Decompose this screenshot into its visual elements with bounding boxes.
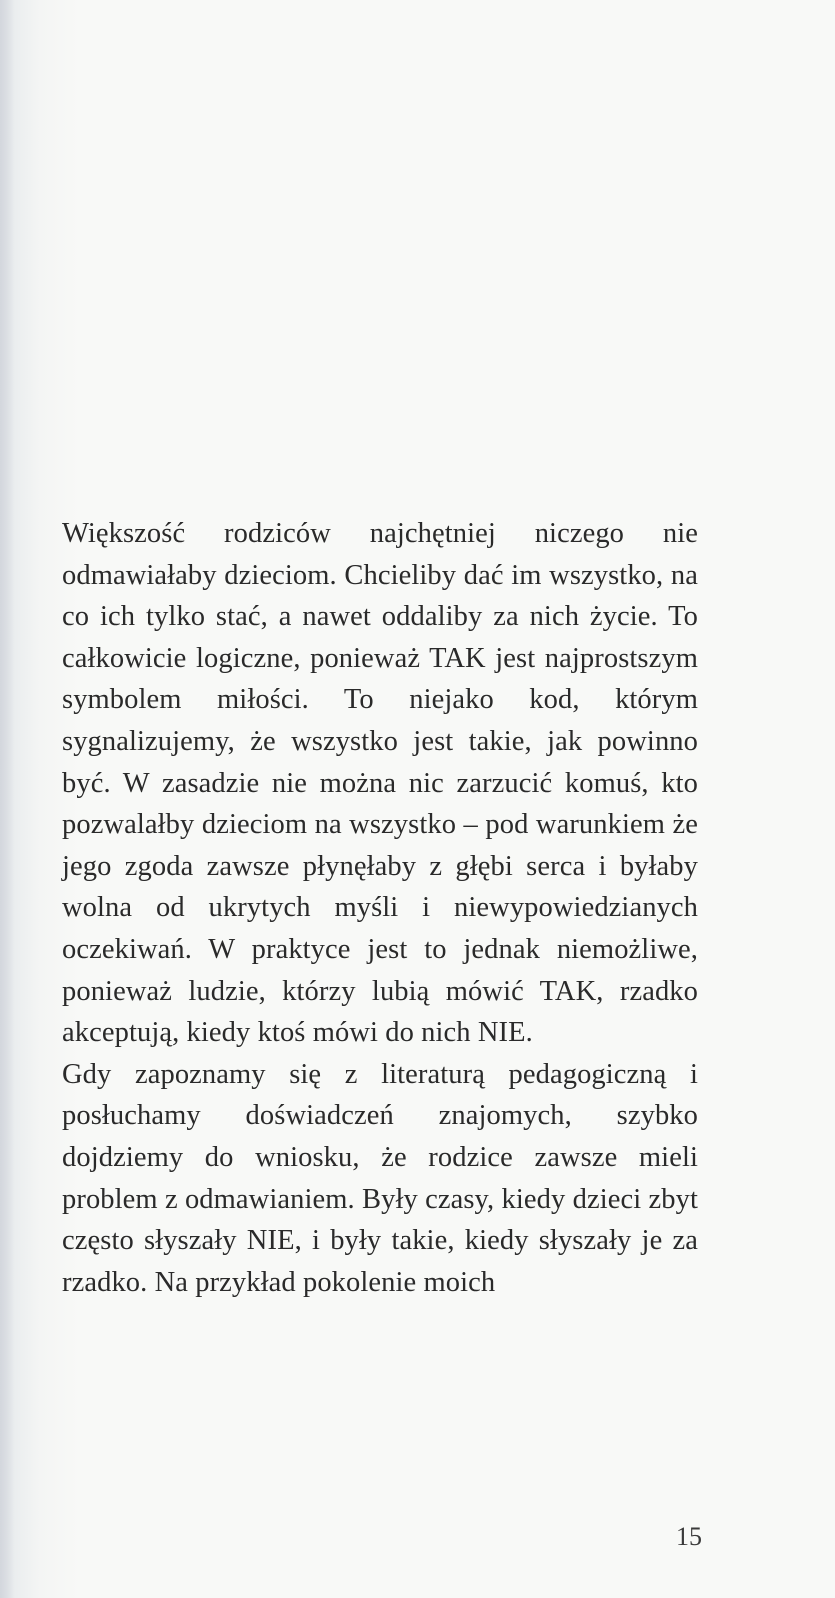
paragraph-1: Większość rodziców najchętniej niczego nie odmawiałaby dzieciom. Chcieliby dać im wszystko, na co ich tylko stać, a nawet oddaliby za nich życie. To całkowicie logiczne, ponieważ TAK jest najprostszym symbolem miłości. To niejako kod, którym sygnalizujemy, że wszystko jest takie, jak powinno być. W zasadzie nie można nic zarzucić komuś, kto pozwalałby dzieciom na wszystko – pod warunkiem że jego zgoda zawsze płynęłaby z głębi serca i byłaby wolna od ukrytych myśli i niewypowiedzianych oczekiwań. W praktyce jest to jednak niemożliwe, ponieważ ludzie, którzy lubią mówić TAK, rzadko akceptują, kiedy ktoś mówi do nich NIE.: [62, 518, 698, 1049]
body-text: [62, 513, 698, 1303]
paragraph-2: Gdy zapoznamy się z literaturą pedagogiczną i posłuchamy doświadczeń znajomych, szybko dojdziemy do wniosku, że rodzice zawsze mieli problem z odmawianiem. Były czasy, kiedy dzieci zbyt często słyszały NIE, i były takie, kiedy słyszały je za rzadko. Na przykład pokolenie moich: [62, 1058, 698, 1298]
spine-shadow: [0, 0, 14, 1598]
page-number: 15: [676, 1522, 702, 1551]
